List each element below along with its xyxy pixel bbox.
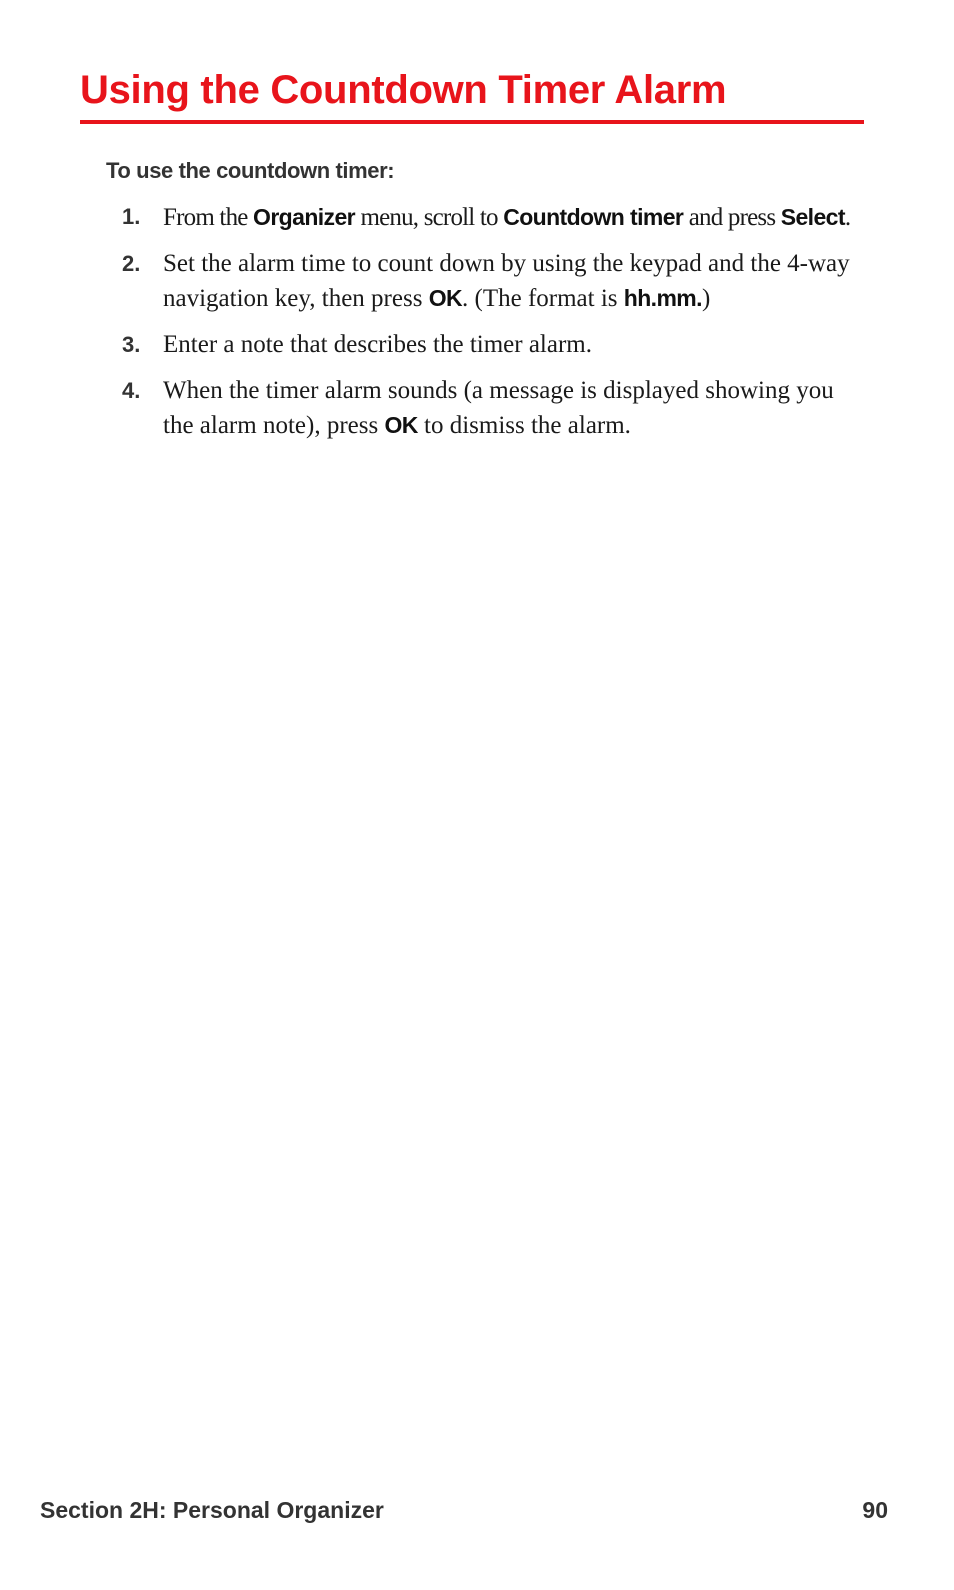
step-text-run: Enter a note that describes the timer alarm.: [163, 331, 592, 358]
step-number: 3.: [122, 332, 141, 357]
step-number: 1.: [122, 204, 141, 229]
procedure-intro: To use the countdown timer:: [106, 158, 395, 183]
time-format-label: hh.mm.: [623, 285, 702, 311]
step-item: [122, 247, 862, 316]
step-list: [122, 200, 862, 455]
step-text: [163, 200, 862, 235]
step-text-run: Set the alarm time to count down by using the keypad and the 4-way navigation key, then press: [163, 250, 850, 312]
step-number: 2.: [122, 251, 141, 276]
step-text-run: to dismiss the alarm.: [417, 412, 631, 439]
footer-section-label: Section 2H: Personal Organizer: [40, 1497, 384, 1523]
title-rule: [80, 120, 864, 124]
step-text: [163, 374, 862, 443]
step-text-run: and press: [683, 204, 781, 231]
select-key-label: Select: [780, 204, 845, 230]
step-text-run: From the: [163, 204, 254, 231]
step-text-run: .: [844, 204, 851, 231]
step-item: [122, 200, 862, 235]
step-text-run: . (The format is: [462, 285, 624, 312]
organizer-menu-label: Organizer: [253, 204, 355, 230]
step-text-run: ): [701, 285, 711, 312]
step-item: [122, 374, 862, 443]
step-text: [163, 247, 862, 316]
step-number: 4.: [122, 378, 141, 403]
step-text-run: When the timer alarm sounds (a message is displayed showing you the alarm note), press: [163, 377, 834, 439]
ok-key-label: OK: [384, 412, 418, 438]
page-number: 90: [862, 1497, 888, 1523]
step-text-run: menu, scroll to: [355, 204, 504, 231]
countdown-timer-label: Countdown timer: [503, 204, 684, 230]
step-item: [122, 328, 862, 362]
step-text: [163, 328, 862, 362]
ok-key-label: OK: [428, 285, 462, 311]
page-title: Using the Countdown Timer Alarm: [80, 68, 727, 112]
